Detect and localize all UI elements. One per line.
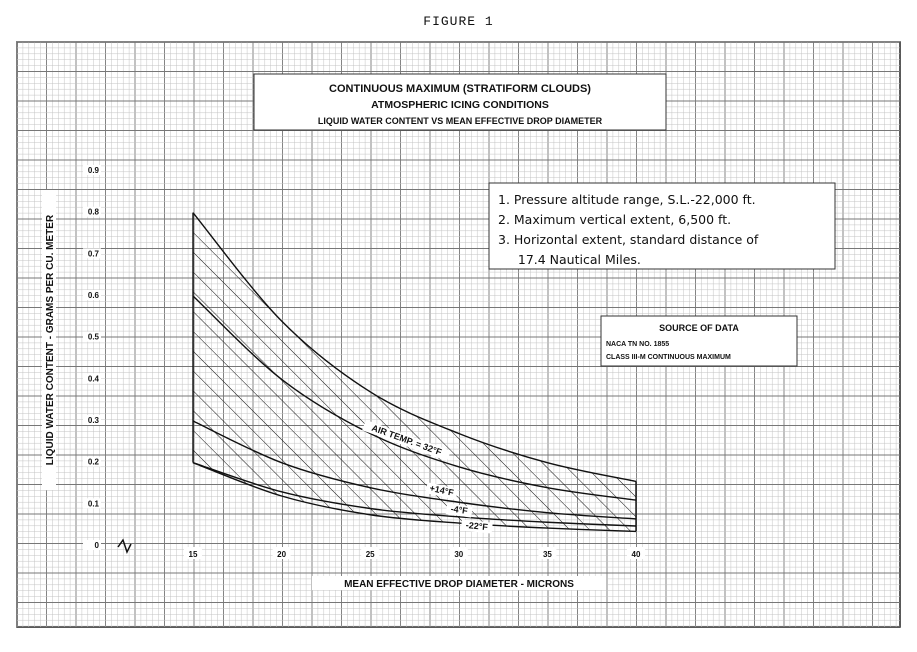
y-tick-label: 0 bbox=[94, 541, 99, 550]
note-4: 17.4 Nautical Miles. bbox=[498, 252, 641, 267]
y-axis-label: LIQUID WATER CONTENT - GRAMS PER CU. METER bbox=[45, 214, 56, 466]
x-tick-label: 40 bbox=[631, 550, 641, 559]
y-tick-label: 0.3 bbox=[87, 416, 99, 425]
curve-label-text: AIR TEMP. = 32°F bbox=[370, 422, 444, 458]
y-tick-label: 0.7 bbox=[87, 249, 99, 259]
curve-label-text: -4°F bbox=[450, 503, 469, 517]
y-tick-label: 0.1 bbox=[87, 499, 99, 509]
x-tick-label: 35 bbox=[542, 550, 552, 559]
chart-subtitle-2: LIQUID WATER CONTENT VS MEAN EFFECTIVE DROP DIAMETER bbox=[317, 116, 603, 126]
x-tick-label: 15 bbox=[188, 550, 198, 559]
note-1: 1. Pressure altitude range, S.L.-22,000 ft. bbox=[498, 192, 756, 207]
y-tick-label: 0.6 bbox=[87, 291, 99, 300]
chart-subtitle: ATMOSPHERIC ICING CONDITIONS bbox=[371, 99, 549, 111]
x-tick-label: 25 bbox=[365, 550, 375, 559]
note-3: 3. Horizontal extent, standard distance of bbox=[498, 232, 759, 247]
y-tick-label: 0.4 bbox=[87, 374, 99, 384]
curve-label-text: +14°F bbox=[428, 482, 455, 498]
x-axis-label: MEAN EFFECTIVE DROP DIAMETER - MICRONS bbox=[344, 579, 574, 590]
chart-title: CONTINUOUS MAXIMUM (STRATIFORM CLOUDS) bbox=[329, 83, 591, 95]
y-tick-label: 0.8 bbox=[87, 207, 99, 217]
y-tick-label: 0.5 bbox=[87, 332, 99, 342]
x-tick-label: 30 bbox=[454, 550, 464, 559]
x-tick-label: 20 bbox=[277, 550, 287, 559]
source-line-2: CLASS III-M CONTINUOUS MAXIMUM bbox=[606, 354, 731, 361]
note-2: 2. Maximum vertical extent, 6,500 ft. bbox=[498, 212, 732, 227]
figure-label: FIGURE 1 bbox=[423, 14, 494, 29]
y-tick-label: 0.2 bbox=[87, 457, 99, 467]
source-heading: SOURCE OF DATA bbox=[659, 323, 739, 333]
source-line-1: NACA TN NO. 1855 bbox=[606, 341, 670, 348]
y-tick-label: 0.9 bbox=[87, 166, 99, 175]
curve-label-text: -22°F bbox=[465, 519, 489, 533]
